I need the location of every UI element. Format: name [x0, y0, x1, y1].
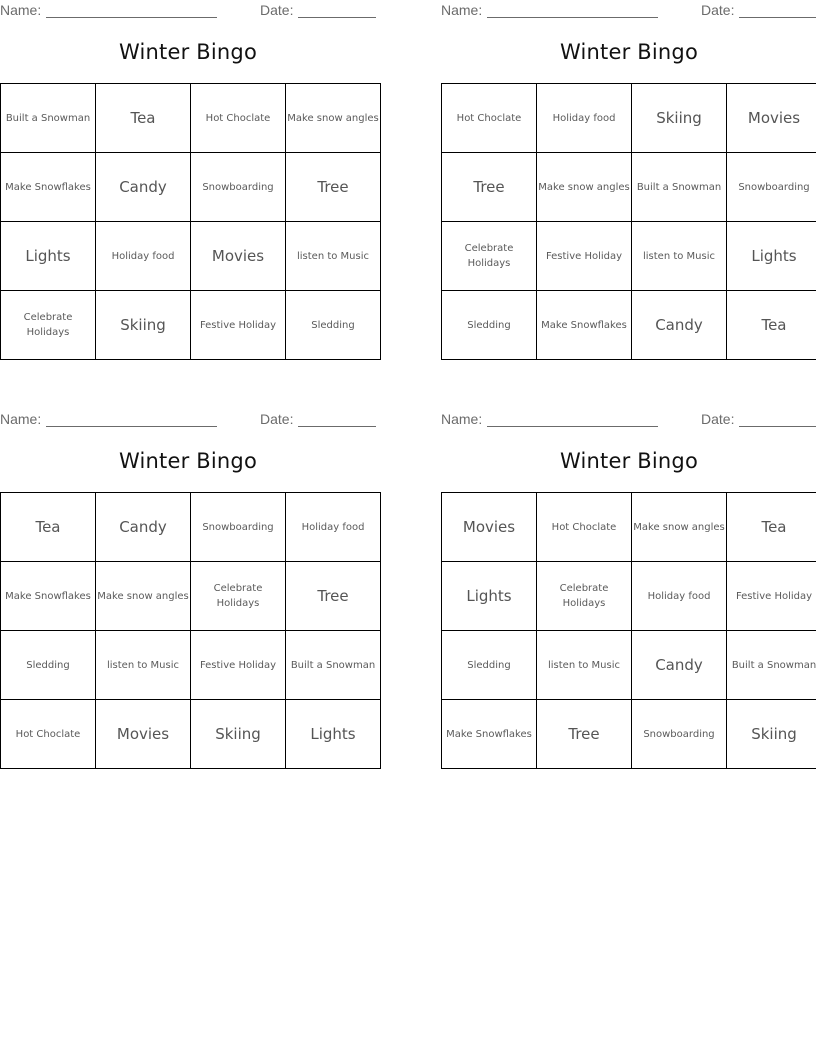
bingo-cell[interactable]: Candy: [96, 153, 191, 222]
bingo-cell[interactable]: Sledding: [286, 291, 381, 360]
grid-row: [442, 153, 816, 222]
bingo-cell[interactable]: Snowboarding: [191, 153, 286, 222]
bingo-cell[interactable]: Movies: [727, 84, 816, 153]
bingo-cell[interactable]: Movies: [442, 493, 537, 562]
bingo-cell[interactable]: Skiing: [96, 291, 191, 360]
bingo-cell[interactable]: Lights: [286, 700, 381, 769]
bingo-cell[interactable]: Tea: [727, 493, 816, 562]
bingo-cell[interactable]: Built a Snowman: [632, 153, 727, 222]
bingo-cell[interactable]: Tree: [442, 153, 537, 222]
bingo-grid: [0, 83, 381, 360]
bingo-cell[interactable]: Celebrate Holidays: [1, 291, 96, 360]
date-field[interactable]: [739, 426, 816, 427]
grid-row: [1, 631, 381, 700]
grid-row: [442, 291, 816, 360]
bingo-cell[interactable]: Lights: [1, 222, 96, 291]
card-header: [0, 0, 376, 20]
grid-row: [1, 153, 381, 222]
bingo-cell[interactable]: Make snow angles: [632, 493, 727, 562]
name-field[interactable]: [487, 426, 658, 427]
date-field[interactable]: [298, 426, 376, 427]
bingo-cell[interactable]: Built a Snowman: [727, 631, 816, 700]
bingo-cell[interactable]: Holiday food: [632, 562, 727, 631]
grid-row: [1, 291, 381, 360]
bingo-cell[interactable]: Sledding: [442, 291, 537, 360]
bingo-cell[interactable]: Lights: [442, 562, 537, 631]
bingo-cell[interactable]: Make Snowflakes: [442, 700, 537, 769]
bingo-cell[interactable]: Make snow angles: [96, 562, 191, 631]
bingo-cell[interactable]: listen to Music: [96, 631, 191, 700]
card-header: [0, 409, 376, 429]
grid-row: [442, 700, 816, 769]
bingo-cell[interactable]: Snowboarding: [727, 153, 816, 222]
name-field[interactable]: [487, 17, 658, 18]
bingo-cell[interactable]: Candy: [96, 493, 191, 562]
bingo-cell[interactable]: Make Snowflakes: [537, 291, 632, 360]
grid-row: [1, 700, 381, 769]
date-label: Date:: [260, 411, 294, 427]
bingo-cell[interactable]: Movies: [96, 700, 191, 769]
bingo-grid: [441, 83, 816, 360]
bingo-cell[interactable]: Holiday food: [537, 84, 632, 153]
grid-row: [1, 493, 381, 562]
bingo-cell[interactable]: Candy: [632, 631, 727, 700]
bingo-cell[interactable]: Festive Holiday: [191, 631, 286, 700]
bingo-cell[interactable]: Holiday food: [96, 222, 191, 291]
grid-row: [442, 631, 816, 700]
bingo-cell[interactable]: Tea: [727, 291, 816, 360]
card-title: Winter Bingo: [118, 40, 258, 64]
bingo-cell[interactable]: listen to Music: [537, 631, 632, 700]
bingo-grid: [441, 492, 816, 769]
name-field[interactable]: [46, 17, 217, 18]
bingo-grid: [0, 492, 381, 769]
bingo-cell[interactable]: Tree: [286, 153, 381, 222]
date-field[interactable]: [739, 17, 816, 18]
bingo-cell[interactable]: Celebrate Holidays: [191, 562, 286, 631]
bingo-cell[interactable]: Tree: [537, 700, 632, 769]
bingo-cell[interactable]: Sledding: [1, 631, 96, 700]
bingo-cell[interactable]: Holiday food: [286, 493, 381, 562]
grid-row: [442, 493, 816, 562]
bingo-cell[interactable]: Snowboarding: [191, 493, 286, 562]
bingo-cell[interactable]: Skiing: [632, 84, 727, 153]
name-label: Name:: [0, 411, 42, 427]
name-label: Name:: [441, 2, 483, 18]
bingo-cell[interactable]: Built a Snowman: [1, 84, 96, 153]
grid-row: [1, 562, 381, 631]
bingo-cell[interactable]: Tree: [286, 562, 381, 631]
date-label: Date:: [701, 2, 735, 18]
grid-row: [1, 222, 381, 291]
name-field[interactable]: [46, 426, 217, 427]
bingo-cell[interactable]: Hot Choclate: [442, 84, 537, 153]
bingo-cell[interactable]: Celebrate Holidays: [537, 562, 632, 631]
bingo-cell[interactable]: Celebrate Holidays: [442, 222, 537, 291]
bingo-cell[interactable]: Festive Holiday: [191, 291, 286, 360]
bingo-cell[interactable]: Hot Choclate: [537, 493, 632, 562]
bingo-cell[interactable]: Built a Snowman: [286, 631, 381, 700]
bingo-cell[interactable]: Skiing: [191, 700, 286, 769]
bingo-cell[interactable]: Hot Choclate: [1, 700, 96, 769]
card-title: Winter Bingo: [118, 449, 258, 473]
bingo-cell[interactable]: Candy: [632, 291, 727, 360]
date-label: Date:: [701, 411, 735, 427]
bingo-cell[interactable]: Skiing: [727, 700, 816, 769]
name-label: Name:: [441, 411, 483, 427]
bingo-cell[interactable]: Lights: [727, 222, 816, 291]
bingo-cell[interactable]: Festive Holiday: [537, 222, 632, 291]
bingo-cell[interactable]: Snowboarding: [632, 700, 727, 769]
bingo-cell[interactable]: Make snow angles: [286, 84, 381, 153]
date-field[interactable]: [298, 17, 376, 18]
grid-row: [442, 222, 816, 291]
grid-row: [1, 84, 381, 153]
bingo-cell[interactable]: Movies: [191, 222, 286, 291]
name-label: Name:: [0, 2, 42, 18]
bingo-cell[interactable]: Make snow angles: [537, 153, 632, 222]
bingo-cell[interactable]: listen to Music: [286, 222, 381, 291]
bingo-cell[interactable]: Sledding: [442, 631, 537, 700]
bingo-cell[interactable]: Make Snowflakes: [1, 153, 96, 222]
date-label: Date:: [260, 2, 294, 18]
card-title: Winter Bingo: [559, 449, 699, 473]
grid-row: [442, 84, 816, 153]
card-header: [441, 0, 816, 20]
bingo-cell[interactable]: Tea: [1, 493, 96, 562]
bingo-cell[interactable]: Festive Holiday: [727, 562, 816, 631]
card-title: Winter Bingo: [559, 40, 699, 64]
bingo-cell[interactable]: Hot Choclate: [191, 84, 286, 153]
bingo-cell[interactable]: listen to Music: [632, 222, 727, 291]
bingo-cell[interactable]: Tea: [96, 84, 191, 153]
grid-row: [442, 562, 816, 631]
card-header: [441, 409, 816, 429]
bingo-cell[interactable]: Make Snowflakes: [1, 562, 96, 631]
